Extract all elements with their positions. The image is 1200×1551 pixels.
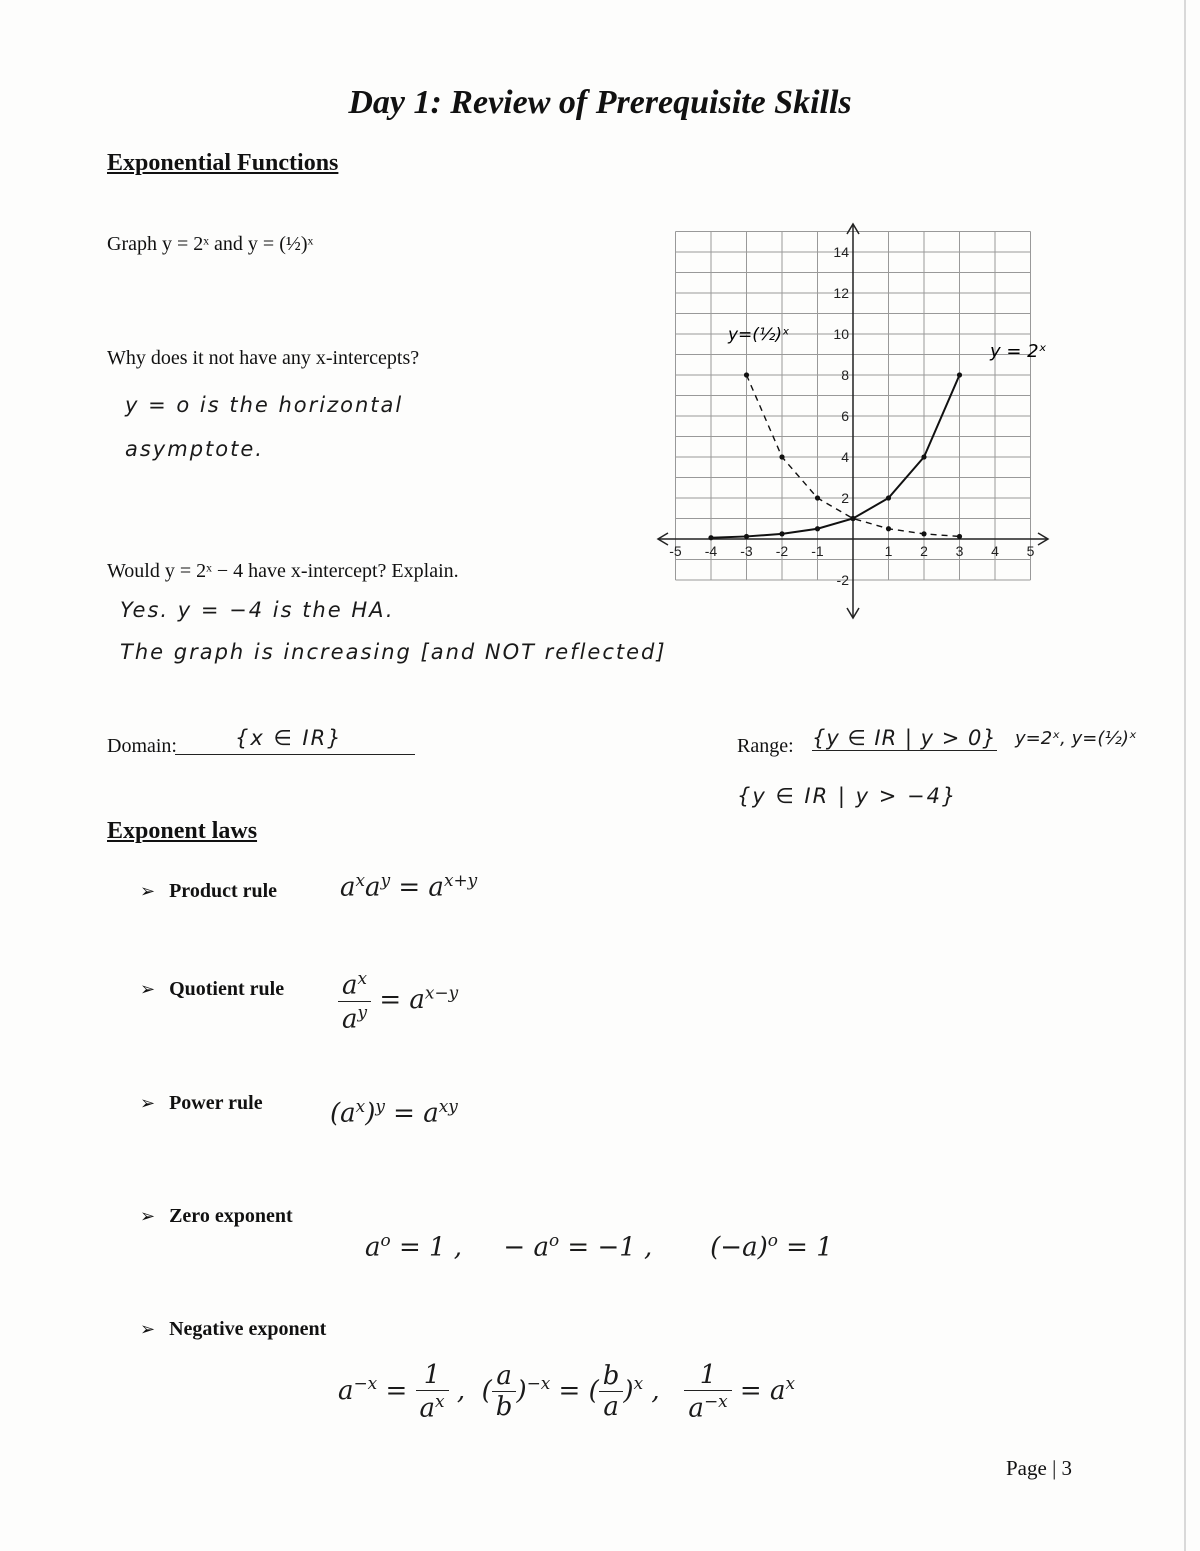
label-y-half-x: y=(½)ˣ [728, 325, 790, 345]
range-value-2: {y ∈ IR | y > −4} [737, 784, 958, 808]
data-point-half-x [744, 372, 749, 377]
answer-2-line-2: The graph is increasing [and NOT reflected] [120, 640, 667, 664]
question-x-intercepts: Why does it not have any x-intercepts? [107, 347, 420, 369]
data-point-2x [815, 526, 820, 531]
page-title: Day 1: Review of Prerequisite Skills [348, 84, 852, 121]
data-point-half-x [815, 495, 820, 500]
x-tick-label: 5 [1026, 543, 1035, 559]
power-rule-formula: $(a^x)^y = a^{xy}$ [330, 1096, 458, 1129]
x-tick-label: -3 [740, 543, 753, 559]
data-point-2x [957, 372, 962, 377]
data-point-half-x [921, 531, 926, 536]
data-point-half-x [779, 454, 784, 459]
y-tick-label: 8 [841, 367, 849, 383]
domain-value: {x ∈ IR} [235, 726, 343, 750]
data-point-2x [779, 531, 784, 536]
answer-2-line-1: Yes. y = −4 is the HA. [120, 598, 395, 622]
x-tick-label: 4 [991, 543, 999, 559]
domain-label: Domain: [107, 735, 177, 757]
exponential-graph [650, 218, 1060, 623]
rule-quotient [140, 978, 284, 1001]
data-point-2x [744, 534, 749, 539]
y-tick-label: 12 [833, 285, 849, 301]
x-tick-label: -1 [811, 543, 824, 559]
data-point-2x [708, 535, 713, 540]
answer-1-line-2: asymptote. [125, 437, 264, 461]
data-point-2x [921, 454, 926, 459]
x-tick-label: 3 [955, 543, 964, 559]
rule-label: Zero exponent [169, 1205, 293, 1227]
bullet-arrow-icon: ➢ [140, 881, 156, 901]
x-tick-label: 2 [920, 543, 928, 559]
y-tick-label: 2 [841, 490, 849, 506]
range-label: Range: [737, 735, 794, 757]
x-tick-label: -2 [775, 543, 789, 559]
section-heading-exponent-laws: Exponent laws [107, 818, 258, 844]
rule-label: Power rule [169, 1092, 263, 1114]
y-tick-label: 10 [833, 326, 849, 342]
x-tick-label: 1 [884, 543, 893, 559]
range-value: {y ∈ IR | y > 0} [812, 726, 997, 750]
section-heading-exponential: Exponential Functions [107, 150, 339, 176]
product-rule-formula: $a^xa^y = a^{x+y}$ [340, 870, 478, 903]
label-y-2x: y = 2ˣ [990, 341, 1047, 362]
rule-product [140, 880, 277, 903]
y-tick-label: 6 [841, 408, 849, 424]
data-point-half-x [957, 534, 962, 539]
negative-exponent-formula: $a^{-x}$ = $\frac{1}{a^x}$ , ( $\frac{a}{b}$ )$^{-x}$ = ( $\frac{b}{a}$ )$^x$ , $\frac{1}{a^{-x}}$ = $a^x$ [338, 1360, 795, 1424]
y-tick-label: 4 [841, 449, 849, 465]
y-tick-label: -2 [836, 572, 849, 588]
quotient-rule-formula: $\frac{a^x}{a^y}$ = $a^{x-y}$ [338, 968, 458, 1034]
bullet-arrow-icon: ➢ [140, 1319, 156, 1339]
data-point-2x [886, 495, 891, 500]
question-shifted: Would y = 2ˣ − 4 have x-intercept? Explain. [107, 560, 459, 582]
x-tick-label: -4 [704, 543, 718, 559]
rule-label: Product rule [169, 880, 278, 902]
page-number: Page | 3 [1006, 1456, 1073, 1480]
bullet-arrow-icon: ➢ [140, 979, 156, 999]
range-note: y=2ˣ, y=(½)ˣ [1015, 728, 1137, 749]
bullet-arrow-icon: ➢ [140, 1093, 156, 1113]
data-point-half-x [886, 526, 891, 531]
domain-underline [175, 754, 415, 755]
graph-prompt: Graph y = 2ˣ and y = (½)ˣ [107, 233, 314, 255]
rule-label: Quotient rule [169, 978, 285, 1000]
rule-zero [140, 1205, 293, 1228]
x-tick-label: -5 [669, 543, 682, 559]
rule-label: Negative exponent [169, 1318, 327, 1340]
bullet-arrow-icon: ➢ [140, 1206, 156, 1226]
data-point-half-x [850, 516, 855, 521]
zero-exponent-formula: $a^o = 1$ , − $a^o = -1$ , $(-a)^o = 1$ [365, 1230, 833, 1263]
page-edge [1184, 0, 1186, 1551]
rule-power [140, 1092, 263, 1115]
rule-negative [140, 1318, 326, 1341]
answer-1-line-1: y = o is the horizontal [125, 393, 404, 417]
y-tick-label: 14 [833, 244, 849, 260]
